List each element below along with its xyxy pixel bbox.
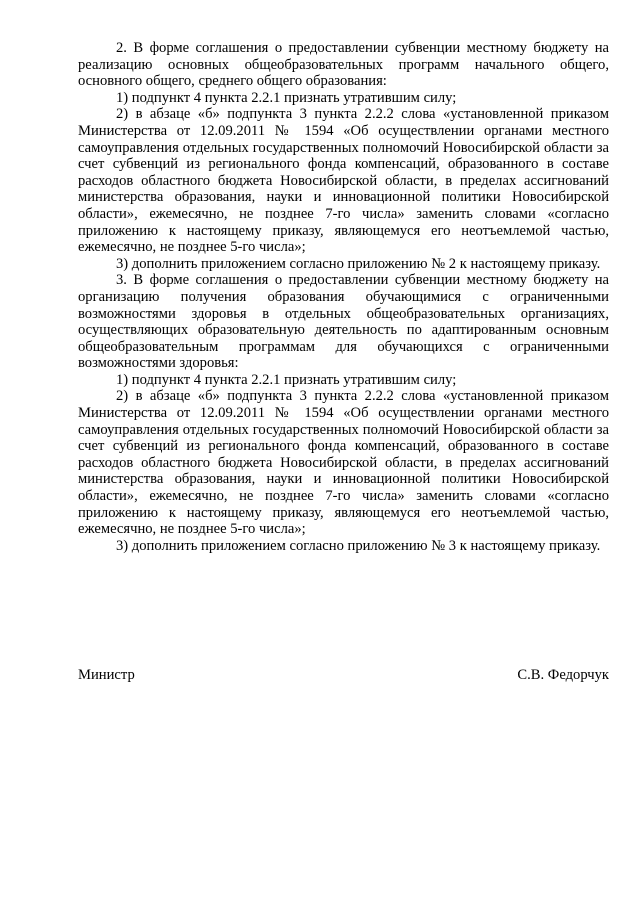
signature-block [78, 667, 609, 684]
paragraph-section-3-item-2: 2) в абзаце «б» подпункта 3 пункта 2.2.2 слова «установленной приказом Министерства от 12.09.2011 № 1594 «Об осуществлении органами местного самоуправления отдельных государственных полномочий Новосибирской области за счет субвенций из регионального фонда компенсаций, образованного в составе расходов областного бюджета Новосибирской области, в пределах ассигнований министерства образования, науки и инновационной политики Новосибирской области», ежемесячно, не позднее 7-го числа» заменить словами «согласно приложению к настоящему приказу, являющемуся его неотъемлемой частью, ежемесячно, не позднее 5-го числа»; [78, 388, 609, 538]
paragraph-section-3-intro: 3. В форме соглашения о предоставлении субвенции местному бюджету на организацию получения образования обучающимися с ограниченными возможностями здоровья в отдельных общеобразовательных организациях, осуществляющих образовательную деятельность по адаптированным основным общеобразовательным программам для обучающихся с ограниченными возможностями здоровья: [78, 272, 609, 372]
signatory-name: С.В. Федорчук [517, 667, 609, 683]
paragraph-section-2-item-1: 1) подпункт 4 пункта 2.2.1 признать утратившим силу; [116, 89, 457, 106]
paragraph-section-3-item-1: 1) подпункт 4 пункта 2.2.1 признать утратившим силу; [116, 371, 457, 388]
paragraph-section-3-item-3: 3) дополнить приложением согласно приложению № 3 к настоящему приказу. [116, 537, 601, 554]
signatory-position: Министр [78, 667, 135, 683]
paragraph-section-2-item-3: 3) дополнить приложением согласно приложению № 2 к настоящему приказу. [116, 255, 601, 272]
paragraph-section-2-item-2: 2) в абзаце «б» подпункта 3 пункта 2.2.2 слова «установленной приказом Министерства от 12.09.2011 № 1594 «Об осуществлении органами местного самоуправления отдельных государственных полномочий Новосибирской области за счет субвенций из регионального фонда компенсаций, образованного в составе расходов областного бюджета Новосибирской области, в пределах ассигнований министерства образования, науки и инновационной политики Новосибирской области», ежемесячно, не позднее 7-го числа» заменить словами «согласно приложению к настоящему приказу, являющемуся его неотъемлемой частью, ежемесячно, не позднее 5-го числа»; [78, 106, 609, 256]
paragraph-section-2-intro: 2. В форме соглашения о предоставлении субвенции местному бюджету на реализацию основных общеобразовательных программ начального общего, основного общего, среднего общего образования: [78, 40, 609, 90]
document-body [78, 40, 609, 554]
